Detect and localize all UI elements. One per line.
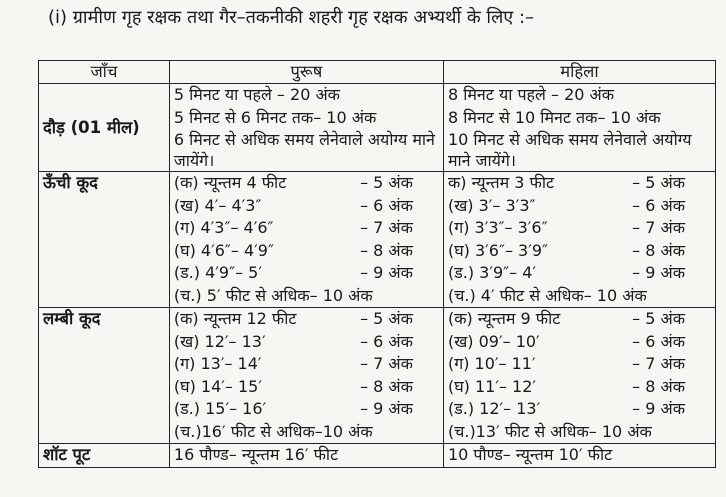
row-shot-put — [39, 444, 716, 468]
list-item — [174, 285, 439, 308]
criterion-points: – 7 अंक — [360, 354, 413, 373]
header-test: जाँच — [39, 61, 170, 84]
criterion-points: – 6 अंक — [632, 195, 685, 215]
list-item — [174, 262, 439, 285]
run-male-cell — [169, 84, 443, 172]
criterion-points: – 5 अंक — [632, 173, 685, 192]
criterion-points: – 7 अंक — [632, 218, 685, 237]
list-item — [174, 195, 439, 218]
criterion-points: – 9 अंक — [632, 399, 685, 418]
criterion-points: – 8 अंक — [360, 240, 413, 260]
list-item — [448, 240, 711, 263]
criterion-label: (क) न्यून्तम 9 फीट — [447, 309, 561, 328]
list-item — [174, 398, 439, 421]
long-jump-female-cell — [443, 308, 715, 444]
shot-put-male-cell — [169, 444, 443, 468]
test-name-long-jump: लम्बी कूद — [39, 308, 170, 444]
criterion-label: (ग) 3′3″– 3′6″ — [447, 218, 548, 237]
list-item — [448, 217, 711, 240]
run-male-note: 6 मिनट से अधिक समय लेनेवाले अयोग्य माने जायेंगे। — [173, 130, 435, 170]
shot-put-female-text: 10 पौण्ड– न्यून्तम 10′ फीट — [447, 445, 613, 464]
list-item — [448, 331, 711, 354]
run-female-line-2: 8 मिनट से 10 मिनट तक– 10 अंक — [447, 107, 661, 127]
test-name-high-jump: ऊँची कूद — [39, 172, 170, 308]
row-run — [39, 84, 716, 172]
list-item — [174, 331, 439, 354]
criterion-label: (ख) 4′– 4′3″ — [173, 195, 262, 215]
criterion-label: (घ) 14′– 15′ — [173, 376, 262, 396]
header-male: पुरूष — [169, 61, 443, 84]
criterion-points — [413, 421, 439, 444]
criterion-points: – 5 अंक — [632, 309, 685, 328]
criterion-label: (ड.) 12′– 13′ — [447, 399, 541, 418]
criterion-points: – 8 अंक — [632, 376, 685, 396]
criterion-label: (ख) 12′– 13′ — [173, 331, 266, 351]
list-item — [448, 376, 711, 399]
criterion-points — [685, 285, 711, 308]
list-item — [448, 421, 711, 444]
list-item — [448, 398, 711, 421]
criterion-label: (च.)13′ फीट से अधिक– 10 अंक — [447, 421, 652, 441]
row-high-jump — [39, 172, 716, 308]
criterion-label: (ड.) 3′9″– 4′ — [447, 263, 537, 282]
test-name-shot-put: शॉट पूट — [39, 444, 170, 468]
long-jump-male-cell — [169, 308, 443, 444]
test-name-run: दौड़ (01 मील) — [39, 84, 170, 172]
criterion-label: (क) न्यून्तम 12 फीट — [173, 309, 297, 328]
criterion-label: (ग) 4′3″– 4′6″ — [173, 218, 274, 237]
list-item — [174, 353, 439, 376]
criterion-label: (घ) 4′6″– 4′9″ — [173, 240, 274, 260]
high-jump-female-cell — [443, 172, 715, 308]
criterion-label: (क) न्यून्तम 4 फीट — [173, 173, 287, 192]
criterion-label: (च.) 4′ फीट से अधिक– 10 अंक — [447, 285, 647, 305]
run-female-line-1: 8 मिनट या पहले – 20 अंक — [447, 85, 615, 104]
list-item — [448, 195, 711, 218]
criterion-points — [413, 285, 439, 308]
criterion-label: क) न्यून्तम 3 फीट — [447, 173, 555, 192]
criterion-label: (ड.) 15′– 16′ — [173, 399, 267, 418]
run-female-cell — [443, 84, 715, 172]
list-item — [448, 172, 711, 195]
criterion-points: – 7 अंक — [360, 218, 413, 237]
run-male-line-2: 5 मिनट से 6 मिनट तक– 10 अंक — [173, 107, 377, 127]
criterion-points: – 6 अंक — [632, 331, 685, 351]
criterion-points: – 6 अंक — [360, 331, 413, 351]
criterion-points — [685, 421, 711, 444]
list-item — [174, 376, 439, 399]
physical-test-table — [38, 60, 716, 468]
row-long-jump — [39, 308, 716, 444]
shot-put-male-text: 16 पौण्ड– न्यून्तम 16′ फीट — [173, 445, 339, 464]
criterion-points: – 6 अंक — [360, 195, 413, 215]
run-female-note: 10 मिनट से अधिक समय लेनेवाले अयोग्य माने जायेंगे। — [447, 130, 692, 170]
criterion-label: (घ) 3′6″– 3′9″ — [447, 240, 549, 260]
high-jump-male-cell — [169, 172, 443, 308]
list-item — [448, 262, 711, 285]
criterion-label: (च.) 5′ फीट से अधिक– 10 अंक — [173, 285, 373, 305]
run-male-line-1: 5 मिनट या पहले – 20 अंक — [173, 85, 340, 104]
criterion-label: (ग) 10′– 11′ — [447, 354, 536, 373]
criterion-points: – 9 अंक — [360, 399, 413, 418]
table-header-row — [39, 61, 716, 84]
criterion-label: (ग) 13′– 14′ — [173, 354, 262, 373]
criterion-points: – 5 अंक — [360, 309, 413, 328]
shot-put-female-cell — [443, 444, 715, 468]
list-item — [174, 240, 439, 263]
criterion-points: – 5 अंक — [360, 173, 413, 192]
list-item — [174, 421, 439, 444]
list-item — [174, 172, 439, 195]
criterion-points: – 7 अंक — [632, 354, 685, 373]
list-item — [448, 353, 711, 376]
list-item — [448, 285, 711, 308]
criterion-points: – 8 अंक — [632, 240, 685, 260]
list-item — [174, 217, 439, 240]
criterion-points: – 8 अंक — [360, 376, 413, 396]
criterion-label: (ख) 3′– 3′3″ — [447, 195, 536, 215]
header-female: महिला — [443, 61, 715, 84]
criterion-points: – 9 अंक — [632, 263, 685, 282]
list-item — [174, 308, 439, 331]
criterion-label: (ख) 09′– 10′ — [447, 331, 540, 351]
criterion-label: (ड.) 4′9″– 5′ — [173, 263, 262, 282]
criterion-points: – 9 अंक — [360, 263, 413, 282]
list-item — [448, 308, 711, 331]
criterion-label: (च.)16′ फीट से अधिक–10 अंक — [173, 421, 373, 441]
criterion-label: (घ) 11′– 12′ — [447, 376, 537, 396]
section-heading: (i) ग्रामीण गृह रक्षक तथा गैर–तकनीकी शहरी गृह रक्षक अभ्यर्थी के लिए :– — [48, 7, 535, 28]
